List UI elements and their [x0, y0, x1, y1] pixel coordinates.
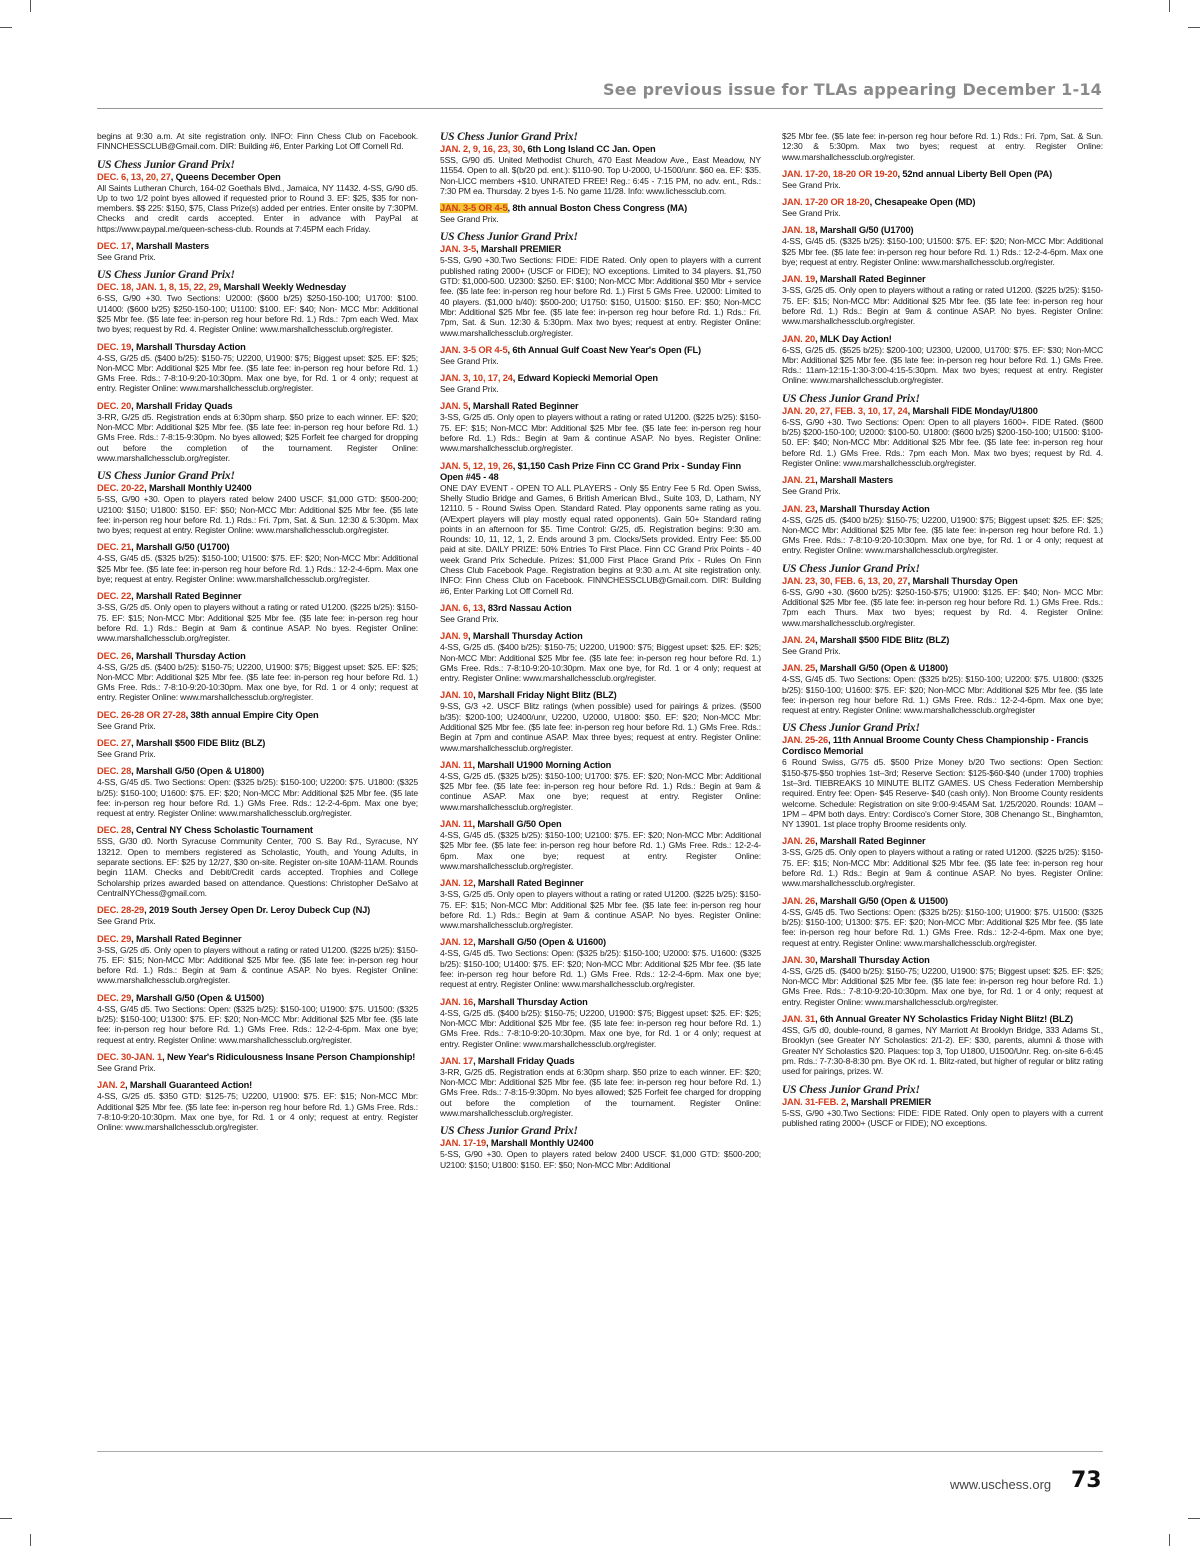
listing-heading: [782, 955, 1103, 966]
listing-dates: DEC. 28: [97, 766, 132, 777]
tournament-listing: [97, 542, 418, 584]
listing-details: See Grand Prix.: [440, 384, 499, 395]
listing-title: , Marshall G/50 Open: [472, 819, 562, 830]
listing-heading: [440, 878, 761, 889]
listing-heading: [440, 937, 761, 948]
tournament-listing: [440, 345, 761, 366]
listing-heading: [97, 766, 418, 777]
listing-dates: DEC. 29: [97, 992, 132, 1003]
grand-prix-label: US Chess Junior Grand Prix!: [97, 470, 235, 483]
listing-details: $25 Mbr fee. ($5 late fee: in-person reg hour before Rd. 1.) Rds.: Fri. 7pm, Sat. & Sun. 12:30 & 5:30pm. Max two byes; request at entry. Register Online: www.marshallchessclub.org/register.: [782, 131, 1103, 162]
tournament-listing: [782, 169, 1103, 190]
listing-details: 3-SS, G/25 d5. Only open to players without a rating or rated U1200. ($225 b/25): $150-75. EF: $15; Non-MCC Mbr: Additional $25 Mbr fee. ($5 late fee: in-person reg hour before Rd. 1.) Rds.: Begin at 9am & continue ASAP. No byes. Register Online: www.marshallchessclub.org/register.: [440, 412, 761, 454]
listing-title: , 6th Annual Gulf Coast New Year's Open (FL): [507, 344, 701, 355]
crop-mark: [30, 1534, 31, 1546]
listing-title: , Marshall Thursday Open: [907, 575, 1018, 586]
listing-dates: DEC. 22: [97, 591, 132, 602]
crop-mark: [0, 1518, 12, 1519]
listing-heading: [782, 197, 1103, 208]
listing-details: All Saints Lutheran Church, 164-02 Goethals Blvd., Jamaica, NY 11432. 4-SS, G/90 d5. Up to two 1/2 point byes allowed if requested prior to Round 3. EF: $25, $35 for non-members. $$ 225: $150, $75, Class Prize(s) added per entries. Enter onsite by 7:30PM. Checks and credit cards accepted. Enter in advance with PayPal at https://www.paypal.me/queen-schess-club. Rounds at 7:45PM each Friday.: [97, 182, 418, 234]
crop-mark: [1169, 0, 1170, 12]
listing-heading: [782, 1097, 1103, 1108]
tournament-listing: [782, 635, 1103, 656]
listing-dates: JAN. 2, 9, 16, 23, 30: [440, 144, 523, 154]
listing-details: See Grand Prix.: [782, 645, 841, 656]
tournament-listing: [440, 937, 761, 989]
crop-mark: [1169, 1534, 1170, 1546]
listing-details: See Grand Prix.: [97, 748, 156, 759]
listing-title: , Marshall G/50 (Open & U1500): [815, 895, 948, 906]
listing-heading: [440, 603, 761, 614]
grand-prix-label: US Chess Junior Grand Prix!: [782, 562, 920, 575]
tournament-listing: [782, 563, 1103, 628]
tournament-listing: [97, 342, 418, 394]
listing-dates: JAN. 3-5 OR 4-5: [440, 344, 508, 355]
listing-details: See Grand Prix.: [782, 179, 841, 190]
listing-dates: JAN. 23, 30, FEB. 6, 13, 20, 27: [782, 575, 908, 586]
tournament-listing: [440, 997, 761, 1049]
grand-prix-label: US Chess Junior Grand Prix!: [782, 1083, 920, 1096]
listing-dates: JAN. 3-5: [440, 244, 477, 255]
listing-heading: [782, 504, 1103, 515]
header-rule: [97, 108, 1103, 109]
tournament-listing: [782, 896, 1103, 948]
listing-heading: [440, 144, 761, 155]
listing-heading: [782, 334, 1103, 345]
listing-title: , Marshall $500 FIDE Blitz (BLZ): [131, 737, 266, 748]
listing-heading: [97, 1080, 418, 1091]
listing-title: , Marshall Thursday Action: [815, 503, 930, 514]
listing-heading: [782, 576, 1103, 587]
tournament-listing: [97, 710, 418, 731]
column-3: [782, 131, 1103, 1447]
listing-dates: JAN. 11: [440, 759, 473, 770]
listing-details: See Grand Prix.: [97, 252, 156, 263]
tournament-listing: [782, 955, 1103, 1007]
grand-prix-label: US Chess Junior Grand Prix!: [440, 1125, 578, 1138]
listing-details: 6-SS, G/90 +30. Two Sections: U2000: ($600 b/25) $250-150-100; U1700: $100. U1400: ($600 b/25) $250-150-100; U1100: $100. EF: $40; Non- MCC Mbr: Additional $25 Mbr fee. ($5 late fee: in-person reg hour before Rd. 1.) Rds.: 7pm each Wed. Max two byes; request by Rd. 4. Register Online: www.marshallchessclub.org/register.: [97, 293, 418, 335]
listing-dates: JAN. 24: [782, 634, 816, 645]
tournament-listing: [440, 373, 761, 394]
listing-dates: JAN. 26: [782, 836, 816, 847]
listing-dates: JAN. 10: [440, 690, 474, 701]
listing-dates: JAN. 20: [782, 333, 816, 344]
listing-heading: [782, 735, 1103, 757]
listing-title: , Marshall Weekly Wednesday: [218, 282, 346, 293]
tournament-listing: [440, 631, 761, 683]
tournament-listing: [782, 836, 1103, 888]
column-2: [440, 131, 761, 1447]
listing-details: 3-SS, G/25 d5. Only open to players without a rating or rated U1200. ($225 b/25): $150-75. EF: $15; Non-MCC Mbr: Additional $25 Mbr fee. ($5 late fee: in-person reg hour before Rd. 1.) Rds.: Begin at 9am & continue ASAP. No byes. Register Online: www.marshallchessclub.org/register.: [97, 602, 418, 644]
listing-dates: DEC. 20: [97, 400, 132, 411]
tournament-listing: [97, 651, 418, 703]
listing-title: , Marshall G/50 (Open & U1800): [131, 766, 265, 777]
grand-prix-label: US Chess Junior Grand Prix!: [782, 392, 920, 405]
tournament-listing: [440, 203, 761, 224]
listing-heading: [97, 710, 418, 721]
listing-details: 5SS, G/30 d0. North Syracuse Community Center, 700 S. Bay Rd., Syracuse, NY 13212. Open to members registered as Scholastic, Youth, and Young Adults, in separate sections. EF: $25 by 12/27, $30 on-site. Register on-site 10AM-11AM. Rounds begin 11AM. Checks and Debit/Credit cards accepted. Trophies and College Scholarship prizes awarded based on attendance. Questions: Christopher DeSalvo at CentralNYChess@gmail.com.: [97, 836, 418, 898]
listing-dates: JAN. 21: [782, 475, 816, 486]
listing-dates: DEC. 28-29: [97, 905, 145, 916]
listing-details: 6-SS, G/25 d5. ($525 b/25): $200-100; U2300, U2000, U1700: $75. EF: $30; Non-MCC Mbr: Additional $25 Mbr fee. ($5 late fee: in-person reg hour before Rd. 1.) GMs Free. Rds.: 11am-12:15-1:30-3:00-4:15-5:30pm. Max two byes; request at entry. Register Online: www.marshallchessclub.org/register.: [782, 344, 1103, 386]
listing-title: , Marshall G/50 (Open & U1500): [131, 992, 265, 1003]
listing-heading: [440, 819, 761, 830]
listing-dates: JAN. 3-5 OR 4-5: [440, 203, 508, 214]
listing-title: , Marshall Rated Beginner: [473, 878, 584, 889]
listing-details: 6 Round Swiss, G/75 d5. $500 Prize Money b/20 Two sections: Open Section: $150-$75-$50 trophies 1st–3rd; Reserve Section: $125-$60-$40 (under 1700) trophies 1st–3rd. TIEBREAKS 10 MINUTE BLITZ GAMES. US Chess Federation Membership required. Entry fee: Open- $45 Reserve- $40 (cash only). Non Broome County residents welcome. Schedule: Registration on site 9:00-9:45AM Sat. 1/25/2020. Rounds: 10AM – 1PM – 4PM both days. Entry: Cordisco's Corner Store, 308 Chenango St., Binghamton, NY 13901. 1st place trophy Broome residents only.: [782, 757, 1103, 830]
listing-title: , $1,150 Cash Prize Finn CC Grand Prix - Sunday Finn Open #45 - 48: [440, 460, 742, 482]
listing-details: 3-SS, G/25 d5. Only open to players without a rating or rated U1200. ($225 b/25): $150-75. EF: $15; Non-MCC Mbr: Additional $25 Mbr fee. ($5 late fee: in-person reg hour before Rd. 1.) Rds.: Begin at 9am & continue ASAP. No byes. Register Online: www.marshallchessclub.org/register.: [97, 944, 418, 986]
grand-prix-label: US Chess Junior Grand Prix!: [440, 231, 578, 244]
listing-title: , Marshall Thursday Action: [473, 996, 588, 1007]
listing-details: 4-SS, G/45 d5. ($325 b/25): $150-100; U1500: $75. EF: $20; Non-MCC Mbr: Additional $25 Mbr fee. ($5 late fee: in-person reg hour before Rd. 1.) Rds.: 12-2-4-6pm. Max one bye; request at entry. Register Online: www.marshallchessclub.org/register.: [782, 236, 1103, 268]
tournament-listing: [782, 504, 1103, 556]
listing-details: 4-SS, G/25 d5. $350 GTD: $125-75; U2200, U1900: $75. EF: $15; Non-MCC Mbr: Additional $25 Mbr fee. ($5 late fee: in-person reg hour before Rd. 1.) GMs Free. Rds.: 7-8:10-9:20-10:30pm. Max one bye, for Rd. 1 or 4 only; request at entry. Register Online: www.marshallchessclub.org/register.: [97, 1091, 418, 1133]
tournament-listing: [440, 461, 761, 596]
listing-title: , Marshall Monthly U2400: [486, 1138, 594, 1149]
listing-heading: [440, 1138, 761, 1149]
listing-title: , Marshall Thursday Action: [815, 954, 930, 965]
listing-heading: [97, 591, 418, 602]
listing-title: , Marshall Thursday Action: [131, 650, 246, 661]
listing-details: 4-SS, G/25 d5. ($400 b/25): $150-75; U2200, U1900: $75; Biggest upset: $25. EF: $25; Non-MCC Mbr: Additional $25 Mbr fee. ($5 late fee: in-person reg hour before Rd. 1.) GMs Free. Rds.: 7-8:10-9:20-10:30pm. Max one bye, for Rd. 1 or 4 only; request at entry. Register Online: www.marshallchessclub.org/register.: [440, 1007, 761, 1049]
tournament-listing: [782, 393, 1103, 468]
listing-heading: [97, 934, 418, 945]
listing-dates: JAN. 25-26: [782, 735, 829, 746]
listing-dates: JAN. 12: [440, 937, 474, 948]
listing-dates: JAN. 12: [440, 878, 474, 889]
listing-dates: DEC. 19: [97, 341, 132, 352]
tournament-listing: [97, 738, 418, 759]
listing-details: 4-SS, G/45 d5. ($325 b/25): $150-100; U1500: $75. EF: $20; Non-MCC Mbr: Additional $25 Mbr fee. ($5 late fee: in-person reg hour before Rd. 1.) Rds.: 12-2-4-6pm. Max one bye; request at entry. Register Online: www.marshallchessclub.org/register.: [97, 553, 418, 585]
listing-dates: DEC. 21: [97, 542, 132, 553]
tournament-listing: [782, 663, 1103, 715]
listing-title: , Marshall Rated Beginner: [131, 933, 242, 944]
listing-title: , 52nd annual Liberty Bell Open (PA): [897, 168, 1053, 179]
tournament-listing: [97, 825, 418, 898]
listing-heading: [97, 825, 418, 836]
listing-title: , 11th Annual Broome County Chess Championship - Francis Cordisco Memorial: [782, 735, 1089, 757]
listing-title: , 6th Long Island CC Jan. Open: [522, 144, 656, 154]
listing-dates: JAN. 31-FEB. 2: [782, 1096, 847, 1107]
listing-title: , 8th annual Boston Chess Congress (MA): [507, 203, 688, 214]
tournament-listing: [97, 241, 418, 262]
crop-mark: [0, 27, 12, 28]
listing-title: , Marshall G/50 (U1700): [815, 225, 914, 236]
listing-title: , Marshall Masters: [131, 241, 210, 252]
listing-details: 3-SS, G/25 d5. Only open to players without a rating or rated U1200. ($225 b/25): $150-75. EF: $15; Non-MCC Mbr: Additional $25 Mbr fee. ($5 late fee: in-person reg hour before Rd. 1.) Rds.: Begin at 9am & continue ASAP. No byes. Register Online: www.marshallchessclub.org/register.: [782, 847, 1103, 889]
tournament-listing: [97, 1052, 418, 1073]
listing-dates: JAN. 23: [782, 503, 816, 514]
listing-title: , Marshall G/50 (U1700): [131, 542, 230, 553]
listing-title: , Marshall Guaranteed Action!: [125, 1080, 253, 1091]
listing-title: , 83rd Nassau Action: [482, 602, 572, 613]
listing-title: , MLK Day Action!: [815, 333, 892, 344]
listing-dates: JAN. 6, 13: [440, 602, 483, 613]
listing-details: See Grand Prix.: [782, 208, 841, 219]
listing-heading: [782, 274, 1103, 285]
listing-heading: [782, 1014, 1103, 1025]
listing-dates: JAN. 25: [782, 663, 816, 674]
listing-details: See Grand Prix.: [97, 916, 156, 927]
listing-heading: [440, 244, 761, 255]
tournament-listing: [440, 819, 761, 871]
tournament-listing: [97, 159, 418, 234]
listing-dates: JAN. 20, 27, FEB. 3, 10, 17, 24: [782, 405, 908, 416]
listing-dates: DEC. 17: [97, 241, 132, 252]
listing-title: , Chesapeake Open (MD): [869, 197, 976, 208]
tournament-listing: [782, 131, 1103, 162]
listing-dates: DEC. 26: [97, 650, 132, 661]
listing-details: 4-SS, G/25 d5. ($400 b/25): $150-75; U2200, U1900: $75; Biggest upset: $25. EF: $25; Non-MCC Mbr: Additional $25 Mbr fee. ($5 late fee: in-person reg hour before Rd. 1.) GMs Free. Rds.: 7-8:10-9:20-10:30pm. Max one bye, for Rd. 1 or 4 only; request at entry. Register Online: www.marshallchessclub.org/register.: [97, 661, 418, 703]
listing-heading: [97, 282, 418, 293]
listing-title: , Marshall Rated Beginner: [815, 836, 926, 847]
listing-dates: JAN. 31: [782, 1014, 816, 1025]
footer-site: www.uschess.org: [950, 1477, 1052, 1492]
listing-details: 5-SS, G/90 +30. Open to players rated below 2400 USCF. $1,000 GTD: $500-200; U2100: $150; U1800: $150. EF: $50; Non-MCC Mbr: Additional $25 Mbr fee. ($5 late fee: in-person reg hour before Rd. 1.) Rds.: Fri. 7pm, Sat. & Sun. 12:30 & 5:30pm. Max two byes; request at entry. Register Online: www.marshallchessclub.org/register.: [97, 494, 418, 536]
listing-details: 3-RR, G/25 d5. Registration ends at 6:30pm sharp. $50 prize to each winner. EF: $20; Non-MCC Mbr: Additional $25 Mbr fee. ($5 late fee: in-person reg hour before Rd. 1.) GMs Free. Rds.: 7-8:15-9:30pm. No byes allowed; $25 Forfeit fee charged for dropping out before the completion of the tournament. Register Online: www.marshallchessclub.org/register.: [440, 1066, 761, 1118]
crop-mark: [30, 0, 31, 12]
listing-dates: JAN. 5, 12, 19, 26: [440, 460, 513, 471]
listing-title: , Marshall U1900 Morning Action: [472, 759, 612, 770]
listing-title: , Edward Kopiecki Memorial Open: [512, 373, 658, 384]
listing-dates: JAN. 18: [782, 225, 816, 236]
listing-title: , Marshall PREMIER: [846, 1096, 932, 1107]
listing-title: , Marshall Friday Night Blitz (BLZ): [473, 690, 617, 701]
listing-details: begins at 9:30 a.m. At site registration only. INFO: Finn Chess Club on Facebook. FINNCHESSCLUB@Gmail.com. DIR: Building #6, Enter Parking Lot Off Cornell Rd.: [97, 131, 418, 152]
listing-dates: JAN. 11: [440, 819, 473, 830]
listing-title: , 6th Annual Greater NY Scholastics Friday Night Blitz! (BLZ): [815, 1014, 1073, 1025]
tournament-listing: [440, 1125, 761, 1170]
tournament-listing: [440, 401, 761, 453]
listing-details: 4-SS, G/25 d5. ($400 b/25): $150-75; U2200, U1900: $75; Biggest upset: $25. EF: $25; Non-MCC Mbr: Additional $25 Mbr fee. ($5 late fee: in-person reg hour before Rd. 1.) GMs Free. Rds.: 7-8:10-9:20-10:30pm. Max one bye, for Rd. 1 or 4 only; request at entry. Register Online: www.marshallchessclub.org/register.: [440, 642, 761, 684]
listing-heading: [97, 401, 418, 412]
listing-title: , Marshall PREMIER: [476, 244, 562, 255]
listing-details: 4-SS, G/25 d5. ($400 b/25): $150-75; U2200, U1900: $75; Biggest upset: $25. EF: $25; Non-MCC Mbr: Additional $25 Mbr fee. ($5 late fee: in-person reg hour before Rd. 1.) GMs Free. Rds.: 7-8:10-9:20-10:30pm. Max one bye, for Rd. 1 or 4 only; request at entry. Register Online: www.marshallchessclub.org/register.: [782, 965, 1103, 1007]
listing-title: , Marshall G/50 (Open & U1800): [815, 663, 948, 674]
listing-details: See Grand Prix.: [440, 214, 499, 225]
tournament-listing: [97, 934, 418, 986]
listing-title: , Marshall Masters: [815, 475, 893, 486]
listing-heading: [440, 690, 761, 701]
listing-dates: DEC. 26-28 OR 27-28: [97, 709, 186, 720]
listing-heading: [440, 631, 761, 642]
listing-dates: JAN. 16: [440, 996, 474, 1007]
tournament-listing: [782, 1014, 1103, 1076]
listing-dates: DEC. 6, 13, 20, 27: [97, 171, 171, 182]
tournament-listing: [440, 603, 761, 624]
listing-title: , Marshall Rated Beginner: [815, 274, 926, 285]
listing-details: 4-SS, G/25 d5. ($400 b/25): $150-75; U2200, U1900: $75; Biggest upset: $25. EF: $25; Non-MCC Mbr: Additional $25 Mbr fee. ($5 late fee: in-person reg hour before Rd. 1.) GMs Free. Rds.: 7-8:10-9:20-10:30pm. Max one bye, for Rd. 1 or 4 only; request at entry. Register Online: www.marshallchessclub.org/register.: [782, 514, 1103, 556]
listing-heading: [782, 169, 1103, 180]
footer-rule: [97, 1451, 1103, 1452]
listing-details: 5SS, G/90 d5. United Methodist Church, 470 East Meadow Ave., East Meadow, NY 11554. Open to all. $(b/20 pd. ent.): $110-90. Top U-2000, U-1500/unr. $60 ea. EF: $35. Non-LICC members +$10. UNRATED FREE! Reg.: 6:45 - 7:15 PM, no adv. ent., Rds.: 7:30 PM ea. Thursday. 2 byes 1-5. No game 11/28. Info: www.lichessclub.com.: [440, 155, 761, 196]
listing-title: , Marshall Monthly U2400: [144, 483, 252, 494]
listing-details: 3-SS, G/25 d5. Only open to players without a rating or rated U1200. ($225 b/25): $150-75. EF: $15; Non-MCC Mbr: Additional $25 Mbr fee. ($5 late fee: in-person reg hour before Rd. 1.) Rds.: Begin at 9am & continue ASAP. No byes. Register Online: www.marshallchessclub.org/register.: [782, 285, 1103, 327]
listing-details: 4-SS, G/25 d5. ($325 b/25): $150-100; U1700: $75. EF: $20; Non-MCC Mbr: Additional $25 Mbr fee. ($5 late fee: in-person reg hour before Rd. 1.) Rds.: Begin at 9am & continue ASAP. Max one bye; request at entry. Register Online: www.marshallchessclub.org/register.: [440, 770, 761, 812]
listing-details: 4-SS, G/45 d5. Two Sections: Open: ($325 b/25): $150-100; U2000: $75. U1600: ($325 b/25): $150-100; U1400: $75. EF: $20; Non-MCC Mbr: Additional $25 Mbr fee. ($5 late fee: in-person reg hour before Rd. 1.) GMs Free. Rds.: 12-2-4-6pm. Max one bye; request at entry. Register Online: www.marshallchessclub.org/register.: [440, 948, 761, 990]
listing-title: , New Year's Ridiculousness Insane Person Championship!: [162, 1051, 416, 1062]
grand-prix-label: US Chess Junior Grand Prix!: [97, 269, 235, 282]
listing-title: , Marshall G/50 (Open & U1600): [473, 937, 606, 948]
listing-title: , 2019 South Jersey Open Dr. Leroy Dubeck Cup (NJ): [144, 905, 371, 916]
listing-details: 5-SS, G/90 +30.Two Sections: FIDE: FIDE Rated. Only open to players with a current published rating 2000+ (USCF or FIDE); NO exceptions.: [782, 1107, 1103, 1128]
listing-heading: [97, 1052, 418, 1063]
tournament-listing: [440, 131, 761, 196]
listing-title: , Marshall Thursday Action: [131, 341, 246, 352]
listing-details: 4-SS, G/45 d5. Two Sections: Open: ($325 b/25): $150-100; U1900: $75. U1500: ($325 b/25): $150-100; U1300: $75. EF: $20; Non-MCC Mbr: Additional $25 Mbr fee. ($5 late fee: in-person reg hour before Rd. 1.) GMs Free. Rds.: 12-2-4-6pm. Max one bye; request at entry. Register Online: www.marshallchessclub.org/register.: [97, 1003, 418, 1045]
listing-dates: DEC. 30-JAN. 1: [97, 1051, 163, 1062]
listing-dates: JAN. 26: [782, 895, 816, 906]
listing-details: 4-SS, G/25 d5. ($400 b/25): $150-75; U2200, U1900: $75; Biggest upset: $25. EF: $25; Non-MCC Mbr: Additional $25 Mbr fee. ($5 late fee: in-person reg hour before Rd. 1.) GMs Free. Rds.: 7-8:10-9:20-10:30pm. Max one bye, for Rd. 1 or 4 only; request at entry. Register Online: www.marshallchessclub.org/register.: [97, 352, 418, 394]
tournament-listing: [97, 470, 418, 535]
listing-heading: [97, 483, 418, 494]
listing-details: 4SS, G/5 d0, double-round, 8 games, NY Marriott At Brooklyn Bridge, 333 Adams St., Brooklyn (see Greater NY Scholastics: 2/1-2). EF: $30, parents, alumni & those with Greater NY Scholastics $20. Plaques: top 3, Top U1800, U1500/Unr. Reg. on-site 6-6:45 pm. Rds.: 7-7:30-8-8:30 pm. Bye OK rd. 1. Blitz-rated, but higher of regular or blitz rating used for pairings, prizes. W.: [782, 1025, 1103, 1077]
listing-details: 6-SS, G/90 +30. Two Sections: Open: Open to all players 1600+. FIDE Rated. ($600 b/25) $200-150-100; U2000: $100-50. U1800: ($600 b/25) $200-150-100; U1500: $100-50. EF: $40; Non-MCC Mbr: Additional $25 Mbr fee. ($5 late fee: in-person reg hour before Rd. 1.) GMs Free. Rds.: 7pm each Mon. Max two byes; request by Rd. 4. Register Online: www.marshallchessclub.org/register.: [782, 416, 1103, 468]
listing-heading: [97, 542, 418, 553]
listing-details: 3-SS, G/25 d5. Only open to players without a rating or rated U1200. ($225 b/25): $150-75. EF: $15; Non-MCC Mbr: Additional $25 Mbr fee. ($5 late fee: in-person reg hour before Rd. 1.) Rds.: Begin at 9am & continue ASAP. No byes. Register Online: www.marshallchessclub.org/register.: [440, 889, 761, 931]
tournament-listing: [97, 269, 418, 334]
listing-dates: DEC. 27: [97, 737, 132, 748]
listing-title: , Queens December Open: [170, 171, 281, 182]
tournament-listing: [440, 231, 761, 337]
listing-title: , Marshall Friday Quads: [131, 400, 233, 411]
listing-heading: [97, 651, 418, 662]
listing-details: 4-SS, G/45 d5. Two Sections: Open: ($325 b/25): $150-100; U1900: $75. U1500: ($325 b/25): $150-100; U1300: $75. EF: $20; Non-MCC Mbr: Additional $25 Mbr fee. ($5 late fee: in-person reg hour before Rd. 1.) GMs Free. Rds.: 12-2-4-6pm. Max one bye; request at entry. Register Online: www.marshallchessclub.org/register.: [782, 906, 1103, 948]
listing-dates: JAN. 17: [440, 1055, 474, 1066]
listing-heading: [440, 461, 761, 483]
grand-prix-label: US Chess Junior Grand Prix!: [440, 131, 578, 143]
listing-heading: [97, 738, 418, 749]
listing-dates: DEC. 28: [97, 825, 132, 836]
crop-mark: [1188, 27, 1200, 28]
tournament-listing: [97, 591, 418, 643]
listing-dates: JAN. 30: [782, 954, 816, 965]
listing-heading: [97, 905, 418, 916]
listing-heading: [440, 401, 761, 412]
listing-title: , Marshall Rated Beginner: [131, 591, 242, 602]
listing-heading: [782, 225, 1103, 236]
listing-heading: [440, 345, 761, 356]
listing-dates: JAN. 17-20 OR 18-20: [782, 197, 870, 208]
tournament-listing: [440, 760, 761, 812]
tournament-listing: [782, 722, 1103, 829]
listing-heading: [782, 635, 1103, 646]
page-number: 73: [1071, 1468, 1102, 1493]
listing-details: See Grand Prix.: [782, 486, 841, 497]
listing-title: , 38th annual Empire City Open: [185, 709, 319, 720]
listing-heading: [782, 406, 1103, 417]
listing-dates: JAN. 3, 10, 17, 24: [440, 373, 513, 384]
tournament-listing: [782, 334, 1103, 386]
tournament-listing: [440, 1056, 761, 1118]
listing-details: 3-RR, G/25 d5. Registration ends at 6:30pm sharp. $50 prize to each winner. EF: $20; Non-MCC Mbr: Additional $25 Mbr fee. ($5 late fee: in-person reg hour before Rd. 1.) GMs Free. Rds.: 7-8:15-9:30pm. No byes allowed; $25 Forfeit fee charged for dropping out before the completion of the tournament. Register Online: www.marshallchessclub.org/register.: [97, 411, 418, 463]
listing-heading: [782, 836, 1103, 847]
listing-heading: [97, 993, 418, 1004]
listing-details: See Grand Prix.: [97, 1062, 156, 1073]
tournament-listing: [97, 993, 418, 1045]
listing-dates: JAN. 19: [782, 274, 816, 285]
listing-heading: [440, 1056, 761, 1067]
tournament-listing: [97, 1080, 418, 1132]
listing-details: See Grand Prix.: [440, 355, 499, 366]
listing-dates: JAN. 2: [97, 1080, 126, 1091]
listing-details: 6-SS, G/90 +30. ($600 b/25): $250-150-$75; U1900: $125. EF: $40; Non- MCC Mbr: Additional $25 Mbr fee. ($5 late fee: in-person reg hour before Rd. 1.) GMs Free. Rds.: 7pm each Thurs. Max two byes; request by Rd. 4. Register Online: www.marshallchessclub.org/register.: [782, 586, 1103, 628]
listing-dates: JAN. 17-20, 18-20 OR 19-20: [782, 168, 898, 179]
listing-heading: [97, 241, 418, 252]
listing-dates: DEC. 20-22: [97, 483, 145, 494]
tournament-listing: [440, 690, 761, 752]
listing-heading: [440, 997, 761, 1008]
tournament-listing: [97, 401, 418, 463]
listing-details: 5-SS, G/90 +30. Open to players rated below 2400 USCF. $1,000 GTD: $500-200; U2100: $150; U1800: $150. EF: $50; Non-MCC Mbr: Additional: [440, 1149, 761, 1170]
listing-title: , Marshall $500 FIDE Blitz (BLZ): [815, 634, 950, 645]
listing-heading: [97, 342, 418, 353]
listing-details: ONE DAY EVENT - OPEN TO ALL PLAYERS - Only $5 Entry Fee 5 Rd. Open Swiss, Shelly Studio Bridge and Games, 6 British American Blvd., Suite 103, D, Latham, NY 12110. 5 - Round Swiss Open. Standard Rated. Play opponents same rating as you. (A/Expert players will play mostly equal rated opponents). Gain 50+ Standard rating points in an afternoon for $5. Time Control: G/25, d5. Registration begins: 9:30 am. Rounds: 10, 11, 12, 1, 2. Ends around 3 pm. Clocks/Sets provided. Entry Fee: $5.00 paid at site. DAILY PRIZE: 50% Entries To First Place. Finn CC Grand Prix Points - 40 week Grand Prix Schedule. Prizes: $1,000 First Place Grand Prix - Rules On Finn Chess Club Facebook Page. Registration begins at 9:30 a.m. At site registration only. INFO: Finn Chess Club on Facebook. FINNCHESSCLUB@Gmail.com. DIR: Building #6, Enter Parking Lot Off Cornell Rd.: [440, 482, 761, 596]
tournament-listing: [97, 766, 418, 818]
listing-dates: JAN. 5: [440, 401, 469, 412]
listing-dates: DEC. 18, JAN. 1, 8, 15, 22, 29: [97, 282, 219, 293]
listing-title: , Marshall Friday Quads: [473, 1055, 575, 1066]
column-1: [97, 131, 418, 1447]
listing-dates: DEC. 29: [97, 933, 132, 944]
tournament-listing: [782, 225, 1103, 267]
grand-prix-label: US Chess Junior Grand Prix!: [97, 158, 235, 171]
tournament-listing: [782, 197, 1103, 218]
listing-details: 5-SS, G/90 +30.Two Sections: FIDE: FIDE Rated. Only open to players with a current published rating 2000+ (USCF or FIDE); NO exceptions. Limited to 34 players. $1,750 GTD: $1,000-500. U2300: $250. EF: $100; Non-MCC Mbr: Additional $50 Mbr + service fee. ($5 late fee: in-person reg hour before Rd. 1.) First 5 GMs Free. U2000: Limited to 40 players. ($1,000 b/40): $500-200; U1750: $150, U1500: $150. EF: $50; Non-MCC Mbr: Additional $25 Mbr fee. ($5 late fee: in-person reg hour before Rd. 1.) Rds.: Fri. 7pm, Sat. & Sun. 12:30 & 5:30pm. Max two byes; request at entry. Register Online: www.marshallchessclub.org/register.: [440, 255, 761, 338]
grand-prix-label: US Chess Junior Grand Prix!: [782, 722, 920, 735]
listing-details: 9-SS, G/3 +2. USCF Blitz ratings (when possible) used for pairings & prizes. ($500 b/35): $200-100; U2400/unr, U2200, U2000, U1800: $50. EF: $20; Non-MCC Mbr: Additional $25 Mbr fee. ($5 late fee: in-person reg hour before Rd. 1.) GMs Free. Rds.: Begin at 7pm and continue ASAP. Max three byes; request at entry. Register Online: www.marshallchessclub.org/register.: [440, 701, 761, 753]
listing-details: See Grand Prix.: [440, 613, 499, 624]
tournament-listing: [782, 1084, 1103, 1129]
listing-heading: [782, 663, 1103, 674]
listing-title: , Marshall FIDE Monday/U1800: [907, 405, 1038, 416]
listing-heading: [782, 475, 1103, 486]
listing-details: 4-SS, G/45 d5. Two Sections: Open: ($325 b/25): $150-100; U2200: $75. U1800: ($325 b/25): $150-100; U1600: $75. EF: $20; Non-MCC Mbr: Additional $25 Mbr fee. ($5 late fee: in-person reg hour before Rd. 1.) GMs Free. Rds.: 12-2-4-6pm. Max one bye; request at entry. Register Online: www.marshallchessclub.org/register: [782, 674, 1103, 716]
listing-details: 4-SS, G/45 d5. Two Sections: Open: ($325 b/25): $150-100; U2200: $75. U1800: ($325 b/25): $150-100; U1600: $75. EF: $20; Non-MCC Mbr: Additional $25 Mbr fee. ($5 late fee: in-person reg hour before Rd. 1.) GMs Free. Rds.: 12-2-4-6pm. Max one bye; request at entry. Register Online: www.marshallchessclub.org/register.: [97, 777, 418, 819]
listing-dates: JAN. 9: [440, 631, 469, 642]
listing-heading: [782, 896, 1103, 907]
tournament-listing: [440, 878, 761, 930]
listing-details: See Grand Prix.: [97, 720, 156, 731]
listing-title: , Marshall Thursday Action: [468, 631, 583, 642]
page-header: See previous issue for TLAs appearing December 1-14: [602, 80, 1102, 99]
listing-title: , Marshall Rated Beginner: [468, 401, 579, 412]
tournament-listing: [782, 274, 1103, 326]
listing-heading: [97, 172, 418, 183]
listing-details: 4-SS, G/45 d5. ($325 b/25): $150-100; U2100: $75. EF: $20; Non-MCC Mbr: Additional $25 Mbr fee. ($5 late fee: in-person reg hour before Rd. 1.) GMs Free. Rds.: 12-2-4-6pm. Max one bye; request at entry. Register Online: www.marshallchessclub.org/register.: [440, 830, 761, 871]
tournament-listing: [97, 905, 418, 926]
listing-title: , Central NY Chess Scholastic Tournament: [131, 825, 313, 836]
listing-heading: [440, 760, 761, 771]
tournament-listing: [97, 131, 418, 152]
listing-dates: JAN. 17-19: [440, 1138, 487, 1149]
crop-mark: [1188, 1518, 1200, 1519]
listing-heading: [440, 373, 761, 384]
tournament-listing: [782, 475, 1103, 496]
listing-heading: [440, 203, 761, 214]
